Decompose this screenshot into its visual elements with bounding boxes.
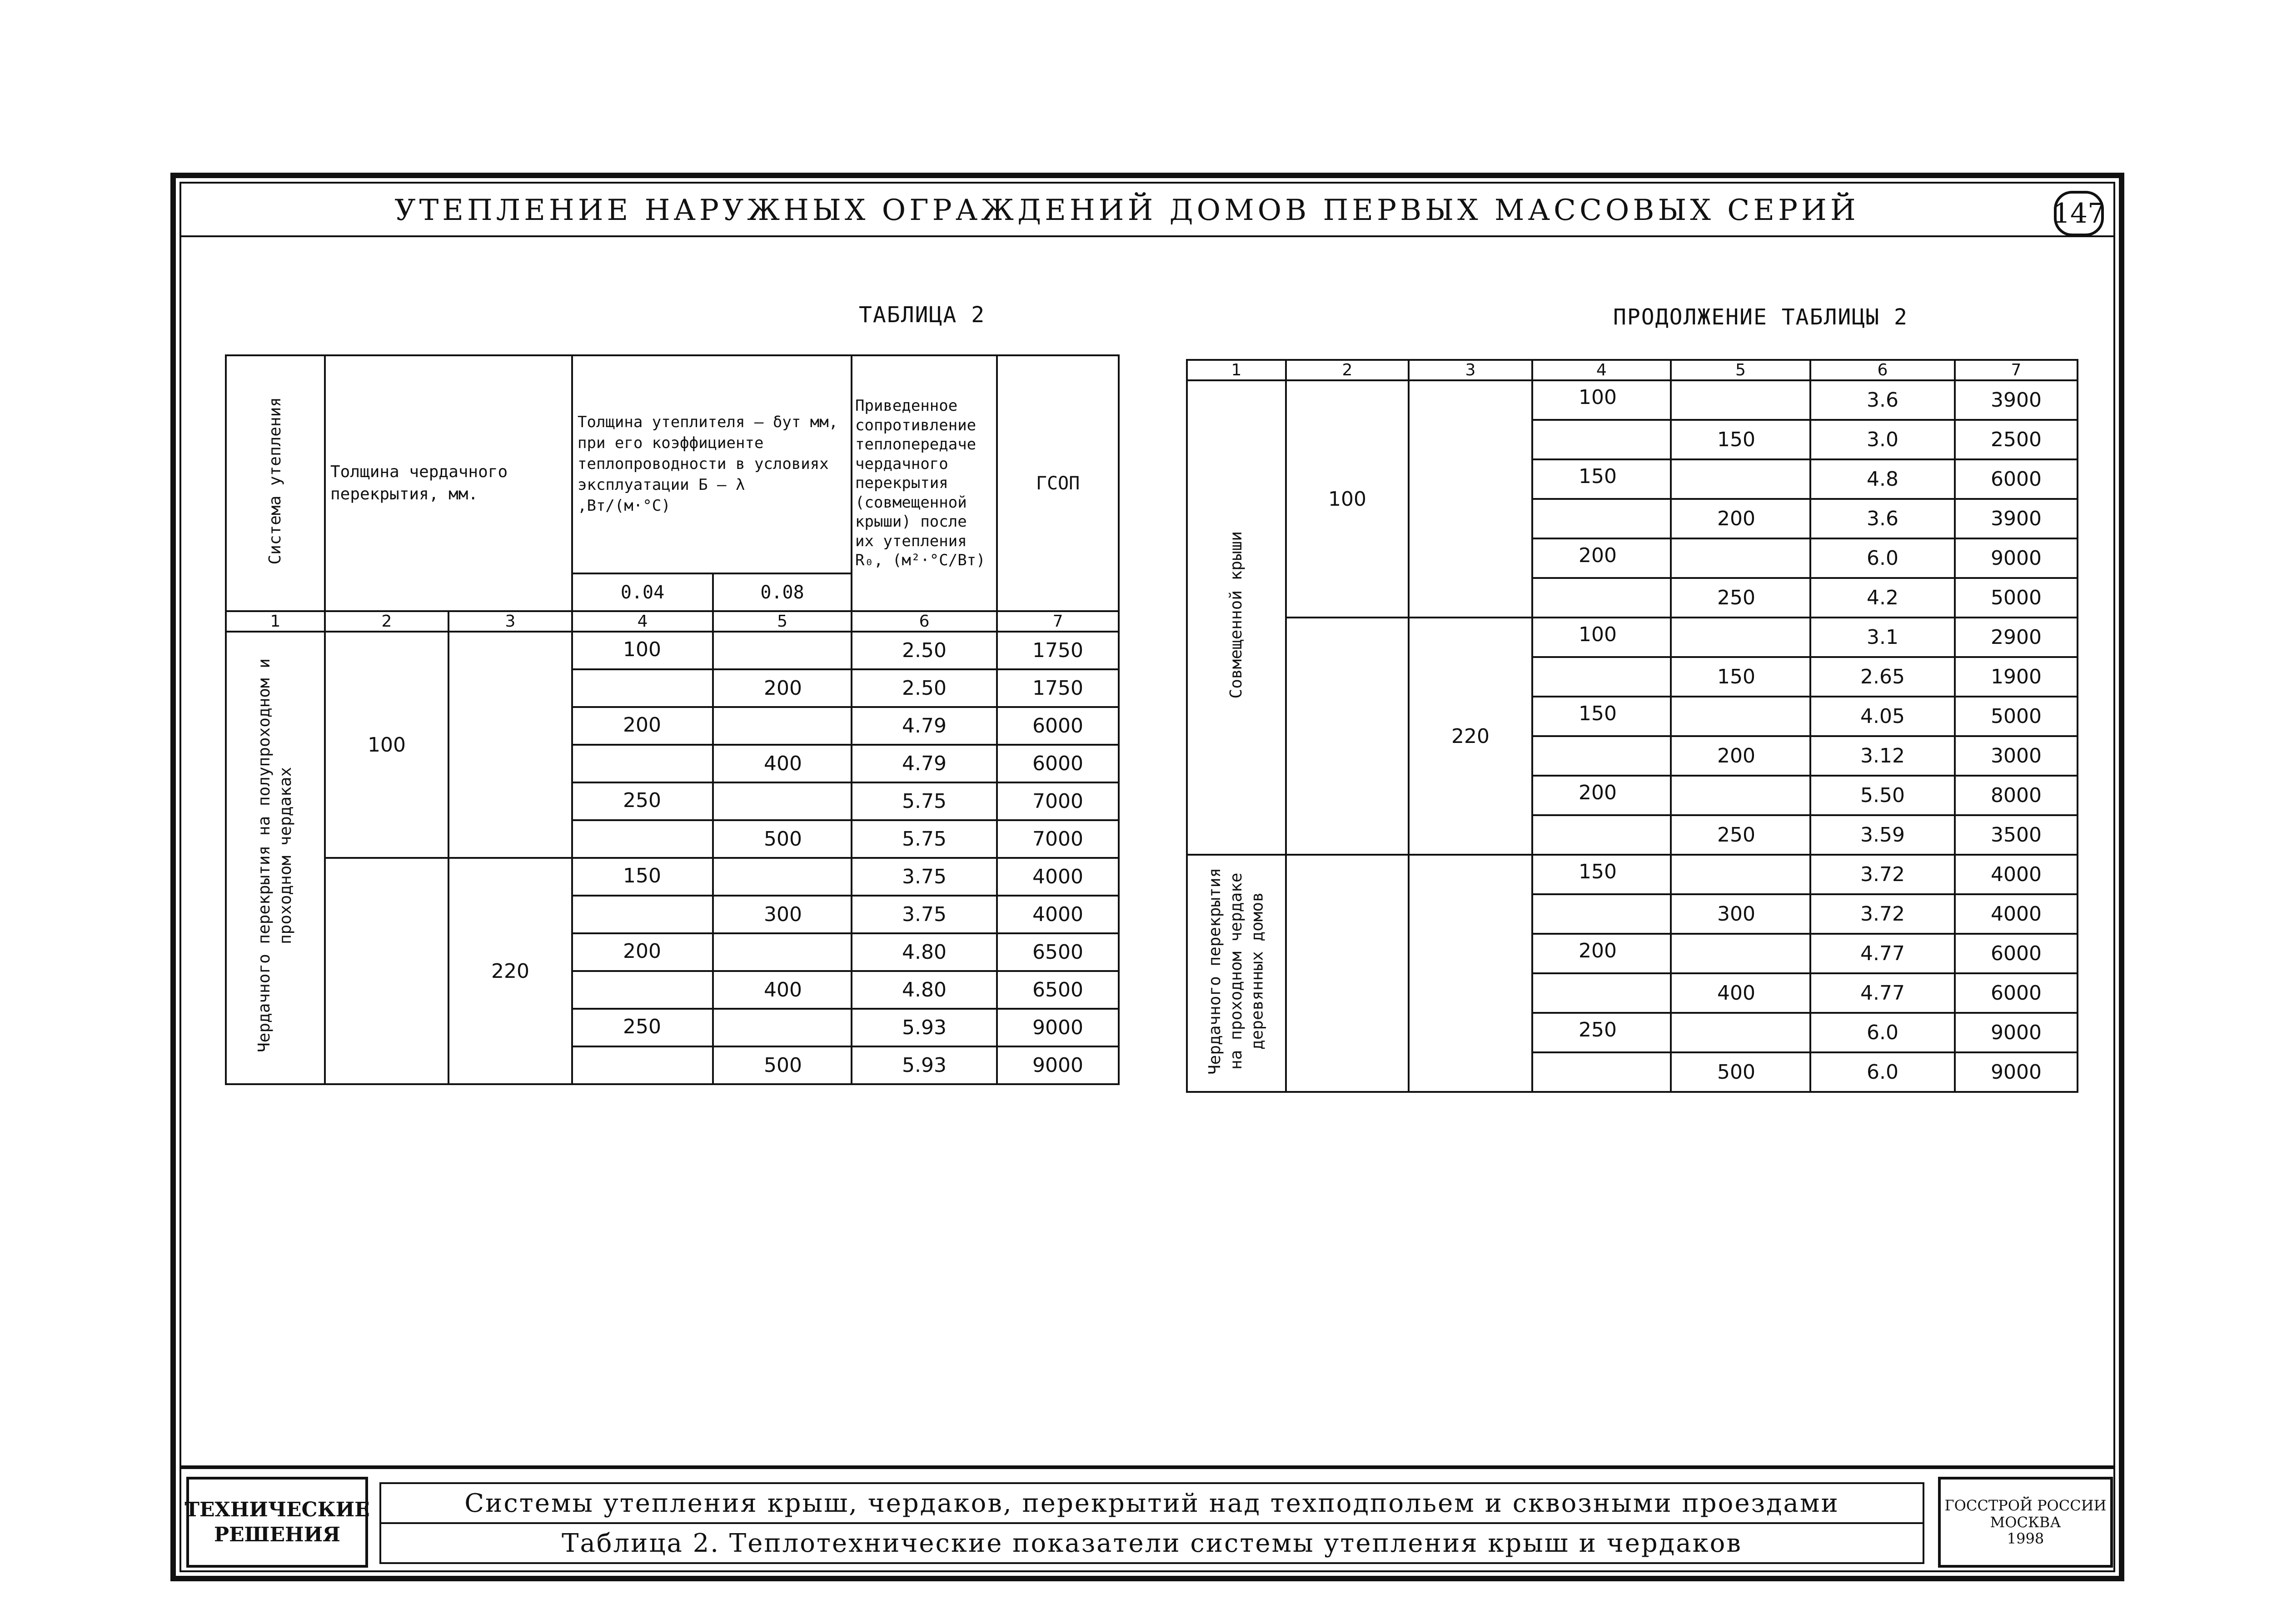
insulation-004-cell [572, 669, 713, 707]
column-number-3: 3 [448, 611, 572, 632]
insulation-008-cell [713, 782, 852, 820]
insulation-004-cell: 150 [1532, 697, 1671, 736]
resistance-cell: 5.50 [1810, 776, 1955, 815]
table-row [1187, 855, 2078, 894]
column-number-4: 4 [572, 611, 713, 632]
insulation-008-cell: 400 [713, 971, 852, 1009]
gsop-cell: 3900 [1955, 499, 2078, 538]
insulation-004-cell: 250 [572, 1009, 713, 1046]
resistance-cell: 3.12 [1810, 736, 1955, 776]
group-label-wooden-attic: Чердачного перекрытия на проходном чердаке деревянных домов [1187, 855, 1286, 1092]
gsop-cell: 5000 [1955, 578, 2078, 618]
insulation-008-cell [1671, 855, 1810, 894]
gsop-cell: 6000 [1955, 459, 2078, 499]
resistance-cell: 5.75 [852, 820, 997, 858]
insulation-008-cell: 400 [1671, 973, 1810, 1013]
table-row [226, 632, 1119, 669]
gsop-cell: 9000 [997, 1046, 1119, 1084]
header-insulation-thickness: Толщина утеплителя – δут мм, при его коэффициенте теплопроводности в условиях эксплуатации Б – λ ,Вт/(м·°С) [572, 355, 852, 573]
resistance-cell: 4.79 [852, 707, 997, 745]
insulation-004-cell: 150 [1532, 459, 1671, 499]
insulation-008-cell [1671, 697, 1810, 736]
resistance-cell: 5.93 [852, 1009, 997, 1046]
group-label-combined-roof: Совмещенной крыши [1187, 380, 1286, 855]
insulation-004-cell: 100 [572, 632, 713, 669]
table-row [1187, 618, 2078, 657]
table-row [226, 858, 1119, 896]
insulation-008-cell: 300 [713, 896, 852, 933]
insulation-008-cell: 250 [1671, 815, 1810, 855]
gsop-cell: 6500 [997, 971, 1119, 1009]
insulation-008-cell [713, 707, 852, 745]
gsop-cell: 3500 [1955, 815, 2078, 855]
insulation-008-cell [1671, 380, 1810, 420]
column-number-6: 6 [852, 611, 997, 632]
stamp-organization [1938, 1477, 2113, 1568]
resistance-cell: 5.75 [852, 782, 997, 820]
insulation-008-cell: 200 [1671, 736, 1810, 776]
insulation-008-cell: 150 [1671, 657, 1810, 697]
group-label-attic: Чердачного перекрытия на полупроходном и проходном чердаках [226, 632, 325, 1084]
gsop-cell: 6000 [1955, 973, 2078, 1013]
insulation-008-cell [1671, 934, 1810, 973]
insulation-004-cell: 100 [1532, 380, 1671, 420]
insulation-004-cell: 150 [572, 858, 713, 896]
insulation-004-cell: 200 [1532, 538, 1671, 578]
column-number-7: 7 [997, 611, 1119, 632]
resistance-cell: 3.75 [852, 896, 997, 933]
resistance-cell: 6.0 [1810, 538, 1955, 578]
header-system: Система утепления [226, 355, 325, 611]
gsop-cell: 9000 [1955, 538, 2078, 578]
column-number-6: 6 [1810, 360, 1955, 380]
gsop-cell: 4000 [997, 896, 1119, 933]
resistance-cell: 4.77 [1810, 973, 1955, 1013]
insulation-004-cell [1532, 578, 1671, 618]
insulation-004-cell: 200 [572, 707, 713, 745]
insulation-008-cell: 150 [1671, 420, 1810, 459]
insulation-008-cell [1671, 618, 1810, 657]
insulation-004-cell [572, 971, 713, 1009]
empty-cell [1286, 618, 1409, 855]
insulation-004-cell [572, 1046, 713, 1084]
header-k1: 0.04 [572, 573, 713, 611]
insulation-008-cell: 400 [713, 745, 852, 782]
gsop-cell: 3000 [1955, 736, 2078, 776]
page-title: УТЕПЛЕНИЕ НАРУЖНЫХ ОГРАЖДЕНИЙ ДОМОВ ПЕРВЫХ МАССОВЫХ СЕРИЙ [394, 194, 1859, 227]
stamp-technical-solutions: ТЕХНИЧЕСКИЕ РЕШЕНИЯ [186, 1477, 368, 1568]
insulation-004-cell: 200 [1532, 776, 1671, 815]
insulation-008-cell [713, 632, 852, 669]
resistance-cell: 3.75 [852, 858, 997, 896]
table-right-caption: ПРОДОЛЖЕНИЕ ТАБЛИЦЫ 2 [1613, 304, 1908, 330]
column-number-5: 5 [1671, 360, 1810, 380]
insulation-004-cell [1532, 894, 1671, 934]
gsop-cell: 9000 [997, 1009, 1119, 1046]
gsop-cell: 1900 [1955, 657, 2078, 697]
insulation-004-cell [1532, 815, 1671, 855]
insulation-008-cell: 300 [1671, 894, 1810, 934]
gsop-cell: 2500 [1955, 420, 2078, 459]
floor-thickness-cell: 220 [1409, 618, 1532, 855]
header-k2: 0.08 [713, 573, 852, 611]
table-row [1187, 380, 2078, 420]
empty-cell [1409, 380, 1532, 618]
floor-thickness-cell: 100 [325, 632, 448, 858]
table-right [1186, 359, 2078, 1093]
resistance-cell: 3.1 [1810, 618, 1955, 657]
insulation-008-cell: 200 [713, 669, 852, 707]
org-year: 1998 [2007, 1530, 2044, 1548]
insulation-008-cell: 500 [1671, 1052, 1810, 1092]
insulation-008-cell [713, 933, 852, 971]
resistance-cell: 3.72 [1810, 894, 1955, 934]
insulation-004-cell: 200 [1532, 934, 1671, 973]
gsop-cell: 6500 [997, 933, 1119, 971]
insulation-008-cell [1671, 1013, 1810, 1052]
empty-cell [448, 632, 572, 858]
stamp-table-title: Таблица 2. Теплотехнические показатели системы утепления крыш и чердаков [379, 1522, 1924, 1564]
floor-thickness-cell: 100 [1286, 380, 1409, 618]
gsop-cell: 1750 [997, 669, 1119, 707]
insulation-008-cell: 250 [1671, 578, 1810, 618]
gsop-cell: 4000 [1955, 855, 2078, 894]
insulation-008-cell [713, 1009, 852, 1046]
column-number-4: 4 [1532, 360, 1671, 380]
insulation-004-cell: 150 [1532, 855, 1671, 894]
column-number-row [226, 611, 1119, 632]
header-gsop: ГСОП [997, 355, 1119, 611]
column-number-2: 2 [325, 611, 448, 632]
insulation-004-cell: 200 [572, 933, 713, 971]
insulation-004-cell [1532, 420, 1671, 459]
floor-thickness-cell: 220 [448, 858, 572, 1084]
org-name: ГОССТРОЙ РОССИИ [1944, 1496, 2107, 1514]
resistance-cell: 4.79 [852, 745, 997, 782]
column-number-1: 1 [1187, 360, 1286, 380]
gsop-cell: 1750 [997, 632, 1119, 669]
insulation-004-cell [1532, 657, 1671, 697]
resistance-cell: 3.59 [1810, 815, 1955, 855]
insulation-004-cell [1532, 973, 1671, 1013]
resistance-cell: 3.6 [1810, 380, 1955, 420]
column-number-5: 5 [713, 611, 852, 632]
insulation-008-cell [1671, 776, 1810, 815]
resistance-cell: 5.93 [852, 1046, 997, 1084]
insulation-004-cell [572, 820, 713, 858]
resistance-cell: 4.2 [1810, 578, 1955, 618]
gsop-cell: 4000 [1955, 894, 2078, 934]
page-number: 147 [2054, 191, 2104, 236]
gsop-cell: 6000 [997, 745, 1119, 782]
gsop-cell: 7000 [997, 820, 1119, 858]
org-city: МОСКВА [1990, 1513, 2061, 1531]
insulation-008-cell: 500 [713, 820, 852, 858]
resistance-cell: 4.8 [1810, 459, 1955, 499]
resistance-cell: 3.72 [1810, 855, 1955, 894]
insulation-008-cell [713, 858, 852, 896]
insulation-004-cell [1532, 1052, 1671, 1092]
resistance-cell: 3.0 [1810, 420, 1955, 459]
empty-cell [1286, 855, 1409, 1092]
column-number-3: 3 [1409, 360, 1532, 380]
insulation-004-cell [572, 896, 713, 933]
empty-cell [1409, 855, 1532, 1092]
table-left-caption: ТАБЛИЦА 2 [859, 302, 986, 328]
gsop-cell: 5000 [1955, 697, 2078, 736]
stamp-divider [179, 1465, 2115, 1469]
resistance-cell: 6.0 [1810, 1013, 1955, 1052]
gsop-cell: 7000 [997, 782, 1119, 820]
column-number-2: 2 [1286, 360, 1409, 380]
resistance-cell: 2.65 [1810, 657, 1955, 697]
resistance-cell: 3.6 [1810, 499, 1955, 538]
gsop-cell: 3900 [1955, 380, 2078, 420]
resistance-cell: 6.0 [1810, 1052, 1955, 1092]
column-number-row [1187, 360, 2078, 380]
resistance-cell: 4.80 [852, 971, 997, 1009]
insulation-004-cell: 250 [1532, 1013, 1671, 1052]
resistance-cell: 2.50 [852, 669, 997, 707]
gsop-cell: 4000 [997, 858, 1119, 896]
resistance-cell: 2.50 [852, 632, 997, 669]
stamp-subject: Системы утепления крыш, чердаков, перекрытий над техподпольем и сквозными проездами [379, 1482, 1924, 1524]
insulation-004-cell: 250 [572, 782, 713, 820]
column-number-7: 7 [1955, 360, 2078, 380]
header-resistance: Приведенное сопротивление теплопередаче чердачного перекрытия (совмещенной крыши) после их утепления R₀, (м²·°С/Вт) [852, 355, 997, 611]
insulation-008-cell: 200 [1671, 499, 1810, 538]
insulation-008-cell [1671, 538, 1810, 578]
insulation-004-cell [1532, 736, 1671, 776]
empty-cell [325, 858, 448, 1084]
insulation-008-cell: 500 [713, 1046, 852, 1084]
gsop-cell: 6000 [997, 707, 1119, 745]
gsop-cell: 8000 [1955, 776, 2078, 815]
resistance-cell: 4.80 [852, 933, 997, 971]
insulation-004-cell [572, 745, 713, 782]
insulation-008-cell [1671, 459, 1810, 499]
header-floor-thickness: Толщина чердачного перекрытия, мм. [325, 355, 572, 611]
gsop-cell: 2900 [1955, 618, 2078, 657]
table-left [225, 354, 1120, 1085]
resistance-cell: 4.05 [1810, 697, 1955, 736]
gsop-cell: 9000 [1955, 1013, 2078, 1052]
resistance-cell: 4.77 [1810, 934, 1955, 973]
gsop-cell: 6000 [1955, 934, 2078, 973]
insulation-004-cell [1532, 499, 1671, 538]
gsop-cell: 9000 [1955, 1052, 2078, 1092]
insulation-004-cell: 100 [1532, 618, 1671, 657]
column-number-1: 1 [226, 611, 325, 632]
header-divider [179, 235, 2115, 237]
